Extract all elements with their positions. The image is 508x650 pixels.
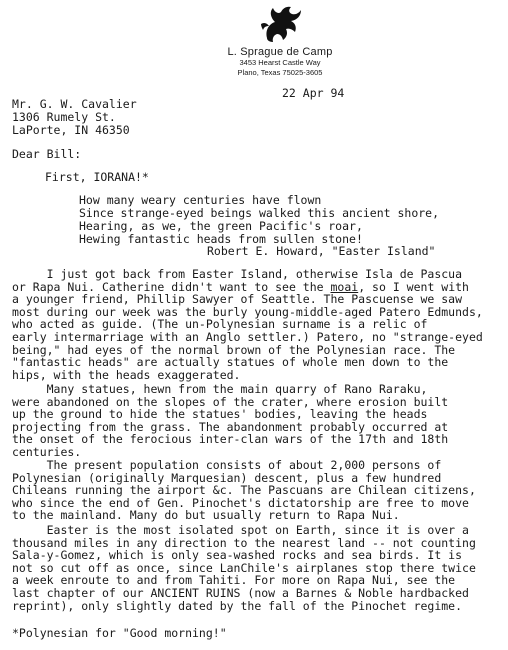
paragraph-2 (12, 383, 506, 459)
p1-line2-start: or Rapa Nui. Catherine didn't want to see the (12, 279, 331, 294)
letterhead (220, 4, 340, 78)
p1-line8: "fantastic heads" are actually statues of whole men down to the (12, 355, 449, 370)
griffin-logo-icon (257, 4, 303, 44)
poem-line4: Hewing fantastic heads from sullen stone! (79, 232, 363, 246)
p2-line2: were abandoned on the slopes of the crater, where erosion built (12, 394, 449, 409)
p1-line6: early intermarriage with an Anglo settler.) Patero, no "strange-eyed (12, 329, 483, 344)
p4-line6: last chapter of our ANCIENT RUINS (now a Barnes & Noble hardbacked (12, 585, 469, 600)
poem-attribution: Robert E. Howard, "Easter Island" (207, 244, 436, 258)
poem-line1: How many weary centuries have flown (79, 193, 322, 207)
p3-line3: Chileans running the airport &c. The Pascuans are Chilean citizens, (12, 483, 476, 498)
p3-line1: The present population consists of about 2,000 persons of (12, 458, 442, 472)
p1-line4: most during our week was the burly young-middle-aged Patero Edmunds, (12, 304, 483, 319)
p1-moai-word: moai (330, 279, 359, 294)
p2-line5: the onset of the ferocious inter-clan wars of the 17th and 18th (12, 432, 449, 447)
p3-line2: Polynesian (originally Marquesian) descent, plus a few hundred (12, 470, 442, 485)
p2-line1: Many statues, hewn from the main quarry of Rano Raraku, (12, 382, 428, 396)
p1-line2-end: , so I went with (358, 279, 469, 294)
p2-line6: centuries. (12, 444, 82, 459)
p1-line9: hips, with the heads exaggerated. (12, 367, 241, 382)
p1-line1: I just got back from Easter Island, otherwise Isla de Pascua (12, 267, 463, 281)
recipient-line3: LaPorte, IN 46350 (12, 123, 130, 137)
p1-line5: who acted as guide. (The un-Polynesian surname is a relic of (12, 317, 428, 332)
p1-line7: being," had eyes of the normal brown of the Polynesian race. The (12, 342, 456, 357)
poem-line3: Hearing, as we, the green Pacific's roar, (79, 219, 363, 233)
letterhead-address-line1: 3453 Hearst Castle Way (239, 58, 321, 67)
poem-line2: Since strange-eyed beings walked this ancient shore, (79, 206, 440, 220)
p4-line3: Sala-y-Gomez, which is only sea-washed rocks and sea birds. It is (12, 548, 463, 563)
recipient-address (12, 98, 137, 137)
p3-line5: to the mainland. Many do but usually return to Rapa Nui. (12, 508, 400, 523)
recipient-line2: 1306 Rumely St. (12, 110, 116, 124)
p4-line1: Easter is the most isolated spot on Earth, since it is over a (12, 523, 469, 537)
footnote: *Polynesian for "Good morning!" (12, 626, 227, 640)
paragraph-3 (12, 459, 506, 522)
letterhead-name: L. Sprague de Camp (227, 46, 333, 58)
p4-line4: not so cut off as once, since LanChile's airplanes stop there twice (12, 560, 476, 575)
p2-line4: projecting from the grass. The abandonment probably occurred at (12, 419, 449, 434)
paragraph-4 (12, 524, 506, 612)
recipient-line1: Mr. G. W. Cavalier (12, 97, 137, 111)
p3-line4: who since the end of Gen. Pinochet's dictatorship are free to move (12, 495, 469, 510)
p2-line3: up the ground to hide the statues' bodies, leaving the heads (12, 407, 428, 422)
salutation: Dear Bill: (12, 147, 82, 161)
letterhead-address-line2: Plano, Texas 75025-3605 (237, 68, 323, 77)
greeting: First, IORANA!* (45, 170, 149, 184)
poem-epigraph (79, 194, 439, 246)
p4-line2: thousand miles in any direction to the nearest land -- not counting (12, 535, 476, 550)
paragraph-1 (12, 268, 506, 381)
p4-line5: a week enroute to and from Tahiti. For more on Rapa Nui, see the (12, 573, 456, 588)
p4-line7: reprint), only slightly dated by the fall of the Pinochet regime. (12, 598, 463, 613)
p1-line3: a younger friend, Phillip Sawyer of Seattle. The Pascuense we saw (12, 292, 463, 307)
letter-date: 22 Apr 94 (282, 86, 345, 100)
